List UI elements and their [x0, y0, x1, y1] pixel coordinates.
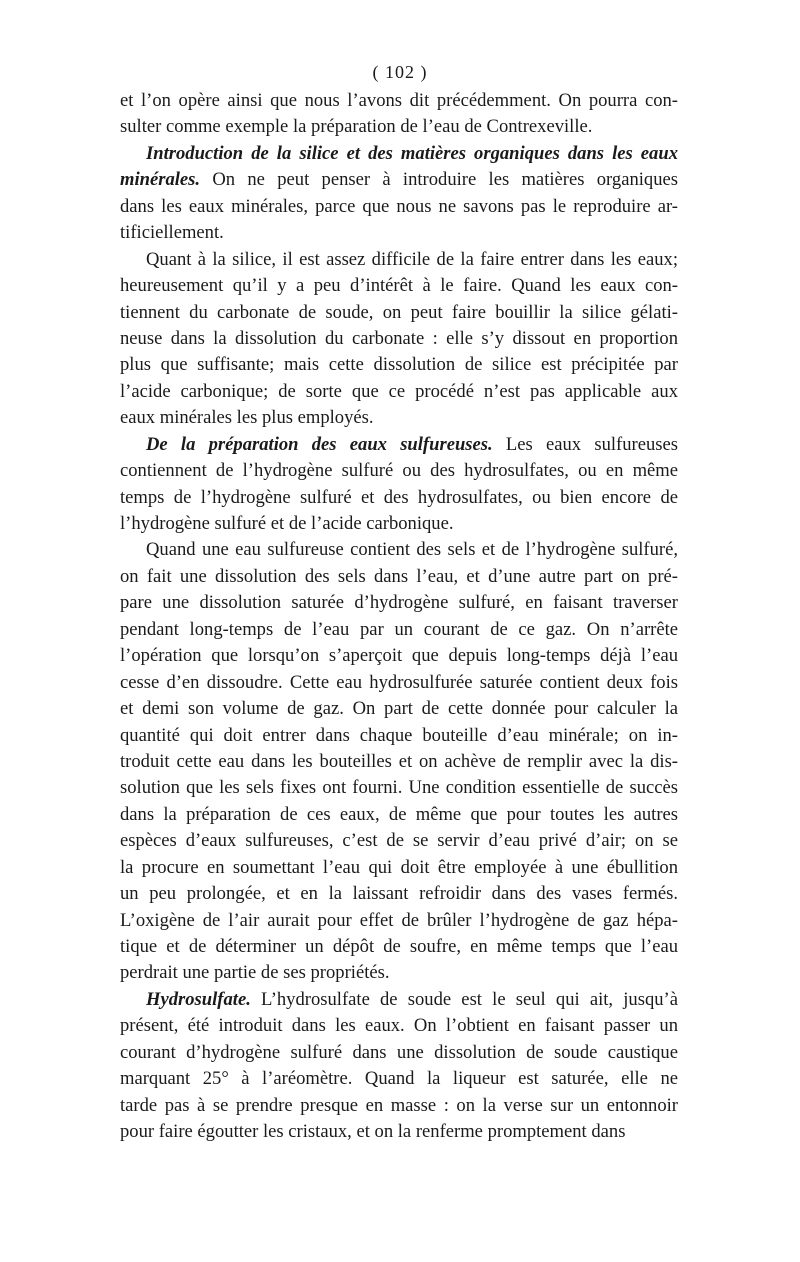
- text-line: [120, 617, 678, 643]
- text-line: [120, 511, 678, 537]
- line-text: plus que suffisante; mais cette dissolution de silice est précipitée par: [120, 354, 678, 376]
- text-line: [120, 379, 678, 405]
- paragraph: [120, 141, 678, 247]
- text-line: [120, 960, 678, 986]
- line-text: L’oxigène de l’air aurait pour effet de brûler l’hydrogène de gaz hépa-: [120, 909, 678, 931]
- text-line: [120, 908, 678, 934]
- line-text: dans la préparation de ces eaux, de même que pour toutes les autres: [120, 803, 678, 825]
- line-text: l’hydrogène sulfuré et de l’acide carbonique.: [120, 513, 454, 534]
- paragraph: [120, 432, 678, 538]
- line-text: tificiellement.: [120, 222, 224, 244]
- line-text: la procure en soumettant l’eau qui doit être employée à une ébullition: [120, 856, 678, 878]
- line-text: un peu prolongée, et en la laissant refroidir dans des vases fermés.: [120, 883, 678, 905]
- text-line: [120, 775, 678, 801]
- line-text: Quand une eau sulfureuse contient des sels et de l’hydrogène sulfuré,: [146, 539, 678, 561]
- line-text: solution que les sels fixes ont fourni. Une condition essentielle de succès: [120, 777, 678, 799]
- line-text: On ne peut penser à introduire les matières organiques: [200, 169, 678, 191]
- line-text: espèces d’eaux sulfureuses, c’est de se servir d’eau privé d’air; on se: [120, 830, 678, 852]
- text-line: [120, 273, 678, 299]
- line-text: l’opération que lorsqu’on s’aperçoit que depuis long-temps déjà l’eau: [120, 645, 678, 667]
- line-text: pendant long-temps de l’eau par un courant de ce gaz. On n’arrête: [120, 618, 678, 640]
- text-line: [120, 881, 678, 907]
- text-line: [120, 405, 678, 431]
- text-line: [120, 88, 678, 114]
- line-text: cesse d’en dissoudre. Cette eau hydrosulfurée saturée contient deux fois: [120, 671, 678, 693]
- text-line: [120, 537, 678, 563]
- text-line: [120, 247, 678, 273]
- text-line: [120, 934, 678, 960]
- line-text: l’acide carbonique; de sorte que ce procédé n’est pas applicable aux: [120, 380, 678, 402]
- text-line: [120, 485, 678, 511]
- text-line: [120, 643, 678, 669]
- body-text: [120, 88, 678, 1146]
- line-text: dans les eaux minérales, parce que nous ne savons pas le reproduire ar-: [120, 195, 678, 217]
- line-text: perdrait une partie de ses propriétés.: [120, 962, 390, 984]
- text-line: [120, 670, 678, 696]
- text-line: [120, 220, 678, 246]
- text-line: [120, 141, 678, 167]
- text-line: [120, 1040, 678, 1066]
- line-text: on fait une dissolution des sels dans l’eau, et d’une autre part on pré-: [120, 565, 678, 587]
- line-text: tiennent du carbonate de soude, on peut faire bouillir la silice gélati-: [120, 301, 678, 323]
- line-text: neuse dans la dissolution du carbonate : elle s’y dissout en proportion: [120, 327, 678, 349]
- line-text: temps de l’hydrogène sulfuré et des hydrosulfates, ou bien encore de: [120, 486, 678, 508]
- section-heading: Hydrosulfate.: [146, 988, 251, 1010]
- line-text: quantité qui doit entrer dans chaque bouteille d’eau minérale; on in-: [120, 724, 678, 746]
- line-text: courant d’hydrogène sulfuré dans une dissolution de soude caustique: [120, 1041, 678, 1063]
- line-text: eaux minérales les plus employés.: [120, 407, 374, 429]
- text-line: [120, 114, 678, 140]
- text-line: [120, 590, 678, 616]
- text-line: [120, 855, 678, 881]
- line-text: tique et de déterminer un dépôt de soufre, en même temps que l’eau: [120, 936, 678, 957]
- text-line: [120, 987, 678, 1013]
- paragraph: [120, 537, 678, 986]
- line-text: et demi son volume de gaz. On part de cette donnée pour calculer la: [120, 698, 678, 720]
- text-line: [120, 432, 678, 458]
- section-heading: Introduction de la silice et des matières organiques dans les eaux: [146, 142, 678, 164]
- paragraph: [120, 247, 678, 432]
- line-text: Quant à la silice, il est assez difficile de la faire entrer dans les eaux;: [146, 248, 678, 270]
- text-line: [120, 1093, 678, 1119]
- line-text: sulter comme exemple la préparation de l’eau de Contrexeville.: [120, 116, 593, 138]
- text-line: [120, 828, 678, 854]
- text-line: [120, 723, 678, 749]
- text-line: [120, 352, 678, 378]
- section-heading: minérales.: [120, 169, 201, 191]
- text-line: [120, 749, 678, 775]
- text-line: [120, 1066, 678, 1092]
- text-line: [120, 696, 678, 722]
- section-heading: De la préparation des eaux sulfureuses.: [146, 433, 493, 455]
- text-line: [120, 564, 678, 590]
- line-text: troduit cette eau dans les bouteilles et on achève de remplir avec la dis-: [120, 750, 678, 772]
- paragraph: [120, 88, 678, 141]
- text-line: [120, 194, 678, 220]
- line-text: L’hydrosulfate de soude est le seul qui ait, jusqu’à: [250, 988, 678, 1010]
- page-number: ( 102 ): [372, 62, 428, 82]
- line-text: présent, été introduit dans les eaux. On l’obtient en faisant passer un: [120, 1015, 678, 1037]
- line-text: et l’on opère ainsi que nous l’avons dit précédemment. On pourra con-: [120, 90, 678, 111]
- paragraph: [120, 987, 678, 1146]
- line-text: heureusement qu’il y a peu d’intérêt à le faire. Quand les eaux con-: [120, 275, 678, 297]
- text-line: [120, 326, 678, 352]
- line-text: Les eaux sulfureuses: [492, 433, 678, 455]
- line-text: tarde pas à se prendre presque en masse : on la verse sur un entonnoir: [120, 1094, 678, 1116]
- line-text: contiennent de l’hydrogène sulfuré ou des hydrosulfates, ou en même: [120, 460, 678, 482]
- text-line: [120, 1119, 678, 1145]
- text-line: [120, 300, 678, 326]
- line-text: pour faire égoutter les cristaux, et on la renferme promptement dans: [120, 1121, 626, 1143]
- text-line: [120, 458, 678, 484]
- text-line: [120, 167, 678, 193]
- text-line: [120, 802, 678, 828]
- line-text: marquant 25° à l’aréomètre. Quand la liqueur est saturée, elle ne: [120, 1068, 678, 1090]
- line-text: pare une dissolution saturée d’hydrogène sulfuré, en faisant traverser: [120, 592, 678, 614]
- text-line: [120, 1013, 678, 1039]
